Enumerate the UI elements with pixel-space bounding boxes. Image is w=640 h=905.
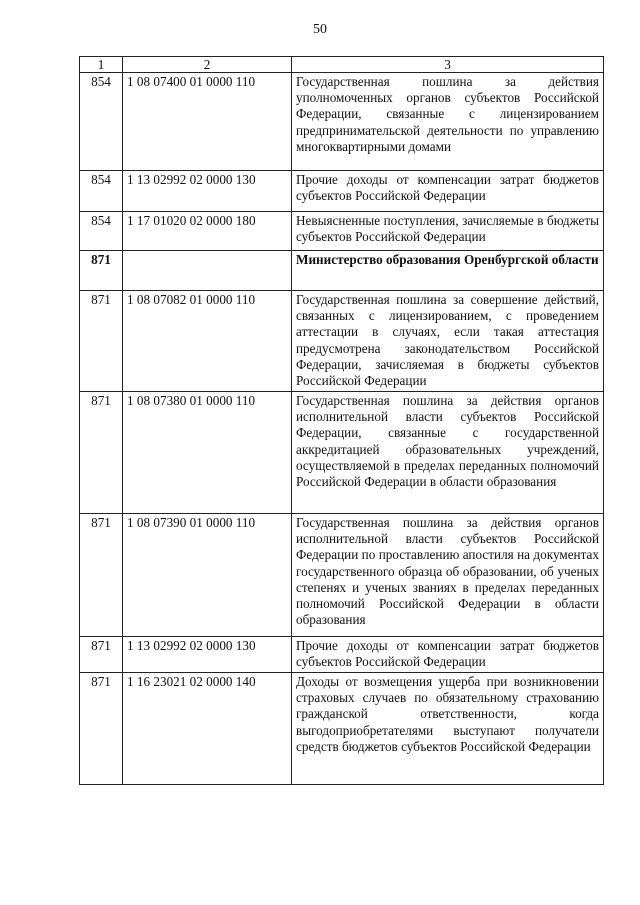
revenue-code-cell: 1 08 07380 01 0000 110 xyxy=(123,392,292,514)
column-header-1: 1 xyxy=(80,57,123,73)
revenue-code-cell: 1 13 02992 02 0000 130 xyxy=(123,171,292,212)
admin-code-cell: 871 xyxy=(80,637,123,673)
page-number: 50 xyxy=(313,22,327,37)
admin-code-cell: 871 xyxy=(80,291,123,392)
table-header-row xyxy=(80,57,604,73)
admin-code-cell: 854 xyxy=(80,212,123,251)
admin-code-cell: 871 xyxy=(80,251,123,291)
table-row xyxy=(80,514,604,637)
column-header-3: 3 xyxy=(292,57,604,73)
ministry-name-cell: Министерство образования Оренбургской области xyxy=(292,251,604,291)
admin-code-cell: 854 xyxy=(80,171,123,212)
revenue-name-cell: Прочие доходы от компенсации затрат бюджетов субъектов Российской Федерации xyxy=(292,637,604,673)
column-header-2: 2 xyxy=(123,57,292,73)
admin-code-cell: 871 xyxy=(80,673,123,785)
revenue-name-cell: Невыясненные поступления, зачисляемые в бюджеты субъектов Российской Федерации xyxy=(292,212,604,251)
revenue-codes-table xyxy=(79,56,604,785)
table-row xyxy=(80,171,604,212)
table-row xyxy=(80,73,604,171)
revenue-name-cell: Доходы от возмещения ущерба при возникновении страховых случаев по обязательному страхованию гражданской ответственности, когда выгодоприобретателями выступают получатели средств бюджетов субъектов Российской Федерации xyxy=(292,673,604,785)
revenue-name-cell: Государственная пошлина за действия органов исполнительной власти субъектов Российской Федерации, связанные с государственной аккредитацией образовательных учреждений, осуществляемой в пределах переданных полномочий Российской Федерации в области образования xyxy=(292,392,604,514)
revenue-code-cell: 1 16 23021 02 0000 140 xyxy=(123,673,292,785)
table-row xyxy=(80,291,604,392)
table-row-section-heading xyxy=(80,251,604,291)
table-row xyxy=(80,637,604,673)
admin-code-cell: 871 xyxy=(80,514,123,637)
admin-code-cell: 871 xyxy=(80,392,123,514)
admin-code-cell: 854 xyxy=(80,73,123,171)
revenue-code-cell: 1 13 02992 02 0000 130 xyxy=(123,637,292,673)
revenue-code-cell: 1 08 07400 01 0000 110 xyxy=(123,73,292,171)
revenue-code-cell: 1 17 01020 02 0000 180 xyxy=(123,212,292,251)
table-row xyxy=(80,392,604,514)
revenue-code-cell xyxy=(123,251,292,291)
revenue-name-cell: Государственная пошлина за действия уполномоченных органов субъектов Российской Федерации, связанные с лицензированием предпринимательской деятельности по управлению многоквартирными домами xyxy=(292,73,604,171)
revenue-code-cell: 1 08 07082 01 0000 110 xyxy=(123,291,292,392)
revenue-code-cell: 1 08 07390 01 0000 110 xyxy=(123,514,292,637)
table-row xyxy=(80,212,604,251)
revenue-name-cell: Прочие доходы от компенсации затрат бюджетов субъектов Российской Федерации xyxy=(292,171,604,212)
revenue-name-cell: Государственная пошлина за действия органов исполнительной власти субъектов Российской Федерации по проставлению апостиля на документах государственного образца об образовании, об ученых степенях и ученых званиях в пределах переданных полномочий Российской Федерации в области образования xyxy=(292,514,604,637)
revenue-name-cell: Государственная пошлина за совершение действий, связанных с лицензированием, с проведением аттестации в случаях, если такая аттестация предусмотрена законодательством Российской Федерации, зачисляемая в бюджеты субъектов Российской Федерации xyxy=(292,291,604,392)
table-row xyxy=(80,673,604,785)
